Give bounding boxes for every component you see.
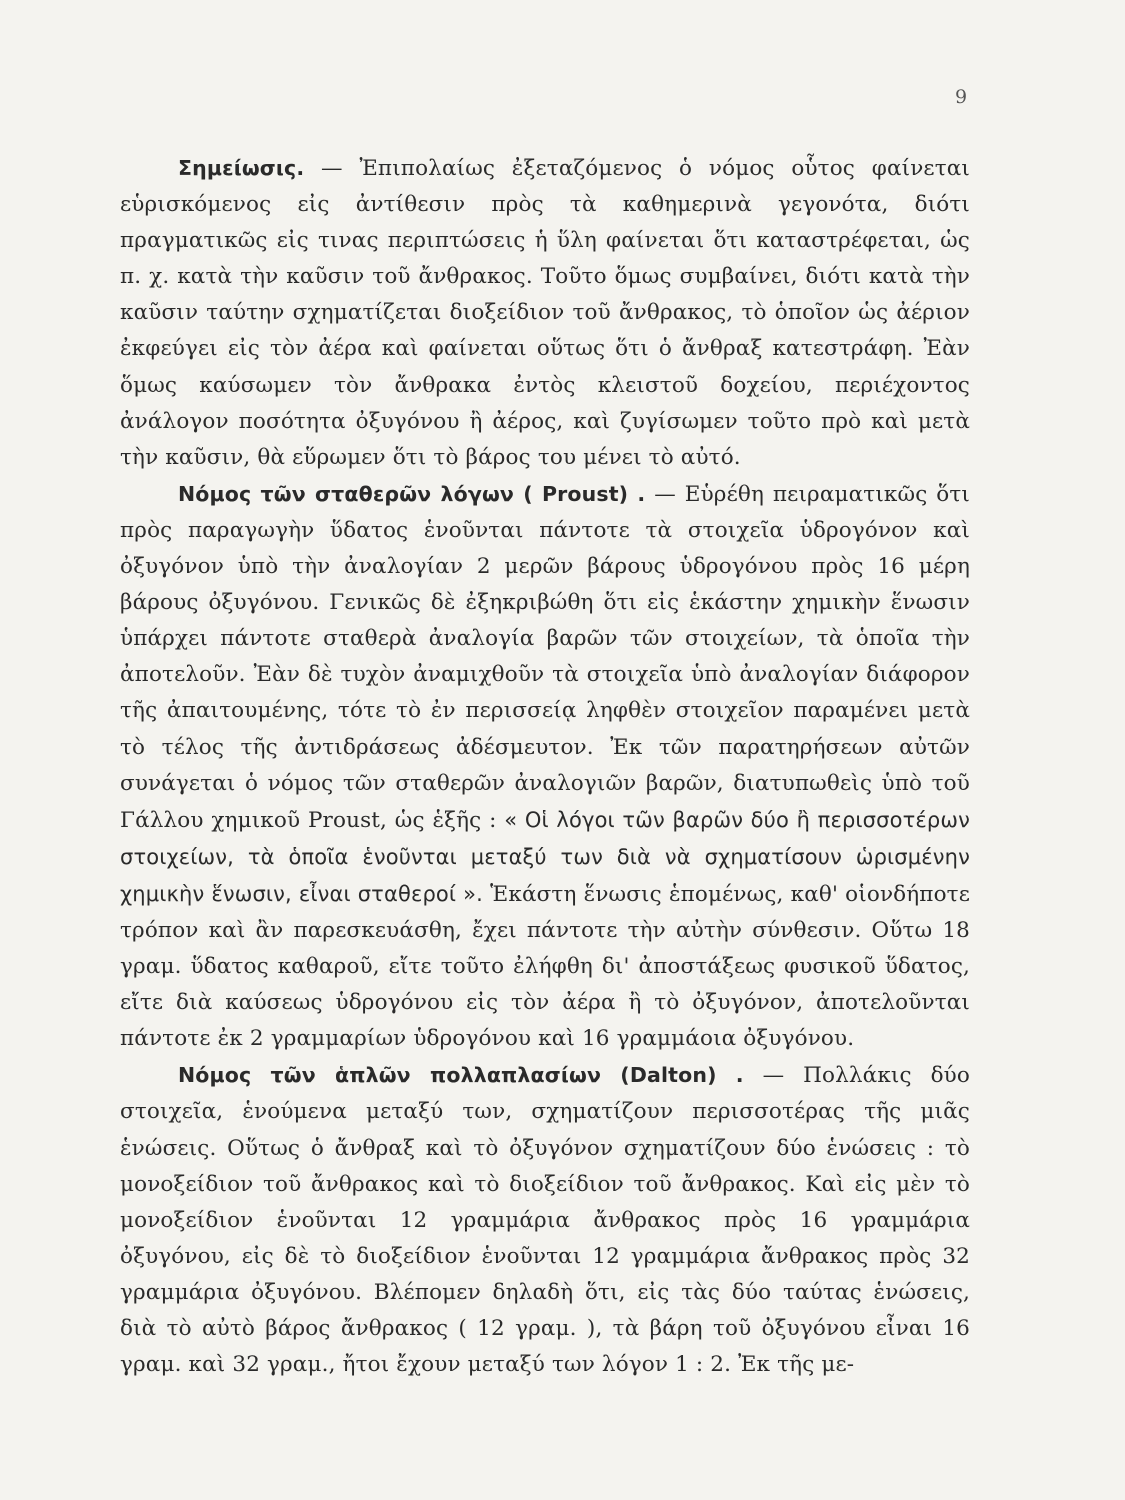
paragraph-dalton-text: — Πολλάκις δύο στοιχεῖα, ἑνούμενα μεταξύ των, σχηματίζουν περισσοτέρας τῆς μιᾶς ἑνώσεις. Οὕτως ὁ ἄνθραξ καὶ τὸ ὀξυγόνον σχηματίζουν δύο ἑνώσεις : τὸ μονοξείδιον τοῦ ἄνθρακος καὶ τὸ διοξείδιον τοῦ ἄνθρακος. Καὶ εἰς μὲν τὸ μονοξείδιον ἑνοῦνται 12 γραμμάρια ἄνθρακος πρὸς 16 γραμμάρια ὀξυγόνου, εἰς δὲ τὸ διοξείδιον ἑνοῦνται 12 γραμμάρια ἄνθρακος πρὸς 32 γραμμάρια ὀξυγόνου. Βλέπομεν δηλαδὴ ὅτι, εἰς τὰς δύο ταύτας ἑνώσεις, διὰ τὸ αὐτὸ βάρος ἄνθρακος ( 12 γραμ. ), τὰ βάρη τοῦ ὀξυγόνου εἶναι 16 γραμ. καὶ 32 γραμ., ἤτοι ἔχουν μεταξύ των λόγον 1 : 2. Ἐκ τῆς με- (120, 1063, 970, 1378)
paragraph-proust-text: — Εὑρέθη πειραματικῶς ὅτι πρὸς παραγωγὴν ὕδατος ἑνοῦνται πάντοτε τὰ στοιχεῖα ὑδρογόνον καὶ ὀξυγόνον ὑπὸ τὴν ἀναλογίαν 2 μερῶν βάρους ὑδρογόνου πρὸς 16 μέρη βάρους ὀξυγόνου. Γενικῶς δὲ ἐξηκριβώθη ὅτι εἰς ἑκάστην χημικὴν ἕνωσιν ὑπάρχει πάντοτε σταθερὰ ἀναλογία βαρῶν τῶν στοιχείων, τὰ ὁποῖα τὴν ἀποτελοῦν. Ἐὰν δὲ τυχὸν ἀναμιχθοῦν τὰ στοιχεῖα ὑπὸ ἀναλογίαν διάφορον τῆς ἀπαιτουμένης, τότε τὸ ἐν περισσείᾳ ληφθὲν στοιχεῖον παραμένει μετὰ τὸ τέλος τῆς ἀντιδράσεως ἀδέσμευτον. Ἐκ τῶν παρατηρήσεων αὐτῶν συνάγεται ὁ νόμος τῶν σταθερῶν ἀναλογιῶν βαρῶν, διατυπωθεὶς ὑπὸ τοῦ Γάλλου χημικοῦ Proust, ὡς ἑξῆς : (120, 481, 970, 833)
heading-proust-law: Νόμος τῶν σταθερῶν λόγων ( Proust) . (178, 481, 646, 506)
heading-note: Σημείωσις. (178, 156, 305, 180)
paragraph-note-text: — Ἐπιπολαίως ἐξεταζόμενος ὁ νόμος οὗτος φαίνεται εὑρισκόμενος εἰς ἀντίθεσιν πρὸς τὰ καθημερινὰ γεγονότα, διότι πραγματικῶς εἰς τινας περιπτώσεις ἡ ὕλη φαίνεται ὅτι καταστρέφεται, ὡς π. χ. κατὰ τὴν καῦσιν τοῦ ἄνθρακος. Τοῦτο ὅμως συμβαίνει, διότι κατὰ τὴν καῦσιν ταύτην σχηματίζεται διοξείδιον τοῦ ἄνθρακος, τὸ ὁποῖον ὡς ἀέριον ἐκφεύγει εἰς τὸν ἀέρα καὶ φαίνεται οὕτως ὅτι ὁ ἄνθραξ κατεστράφη. Ἐὰν ὅμως καύσωμεν τὸν ἄνθρακα ἐντὸς κλειστοῦ δοχείου, περιέχοντος ἀνάλογον ποσότητα ὀξυγόνου ἢ ἀέρος, καὶ ζυγίσωμεν τοῦτο πρὸ καὶ μετὰ τὴν καῦσιν, θὰ εὕρωμεν ὅτι τὸ βάρος του μένει τὸ αὐτό. (120, 156, 970, 470)
paragraph-proust-text-continued: Ἑκάστη ἕνωσις ἑπομένως, καθ' οἱονδήποτε τρόπον καὶ ἂν παρεσκευάσθη, ἔχει πάντοτε τὴν αὐτὴν σύνθεσιν. Οὕτω 18 γραμ. ὕδατος καθαροῦ, εἴτε τοῦτο ἐλήφθη δι' ἀποστάξεως φυσικοῦ ὕδατος, εἴτε διὰ καύσεως ὑδρογόνου εἰς τὸν ἀέρα ἢ τὸ ὀξυγόνον, ἀποτελοῦνται πάντοτε ἐκ 2 γραμμαρίων ὑδρογόνου καὶ 16 γραμμάοια ὀξυγόνου. (120, 881, 970, 1052)
page-body (120, 150, 970, 1383)
paragraph-note (120, 150, 970, 476)
heading-dalton-law: Νόμος τῶν ἁπλῶν πολλαπλασίων (Dalton) . (178, 1063, 744, 1088)
paragraph-dalton (120, 1057, 970, 1383)
proust-law-quote: « Οἱ λόγοι τῶν βαρῶν δύο ἢ περισσοτέρων στοιχείων, τὰ ὁποῖα ἑνοῦνται μεταξύ των διὰ νὰ σχηματίσουν ὡρισμένην χημικὴν ἕνωσιν, εἶναι σταθεροί ». (120, 807, 970, 906)
page-number: 9 (955, 86, 968, 108)
paragraph-proust (120, 476, 970, 1058)
